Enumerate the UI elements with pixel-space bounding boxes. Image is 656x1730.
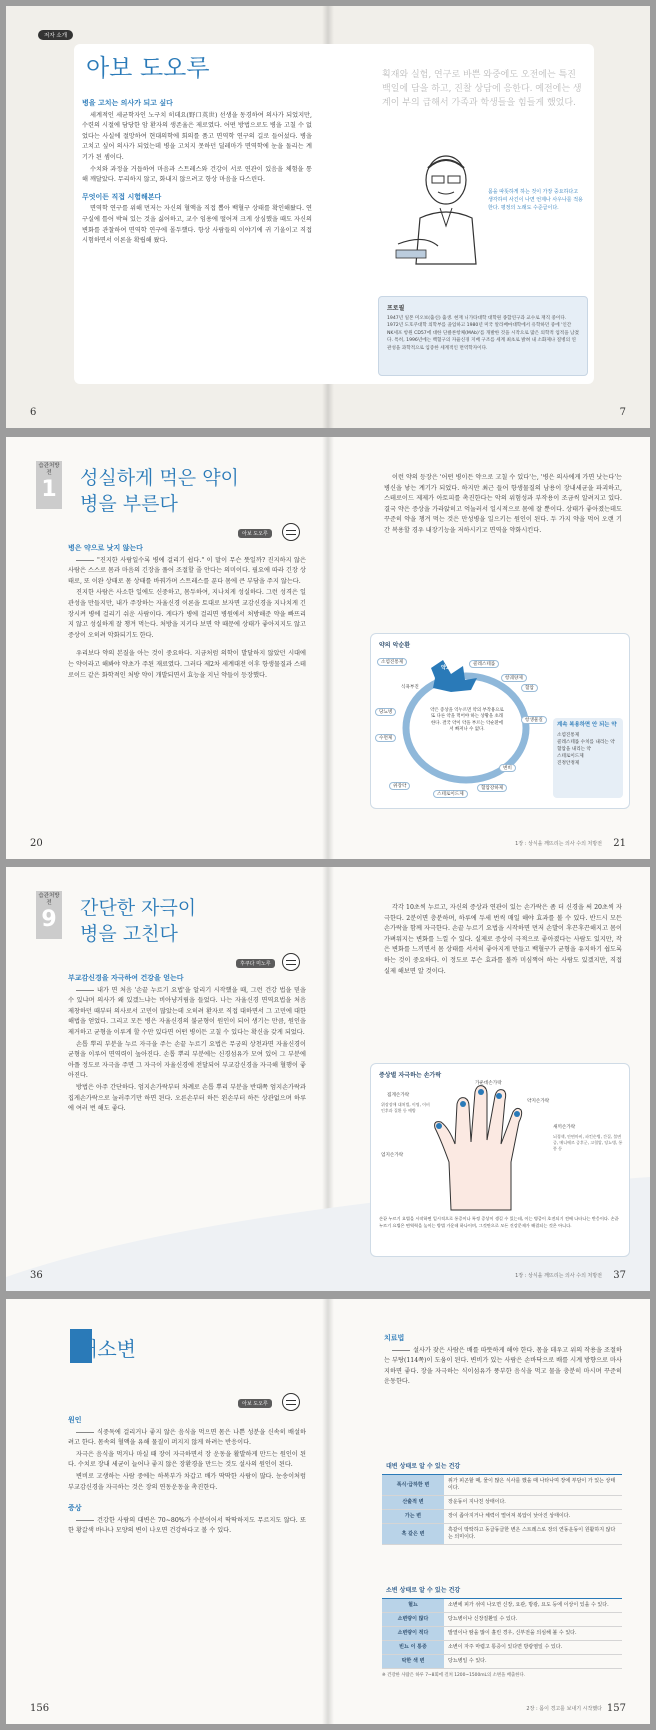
bowel-right-column (384, 1327, 622, 1389)
chapter-9-right-column (384, 903, 622, 978)
table-value: 소변이 자주 마렵고 통증이 있다면 방광염일 수 있다. (444, 1641, 622, 1655)
paragraph: 방법은 아주 간단하다. 엄지손가락부터 차례로 손톱 뿌리 부분을 반대쪽 엄지손가락과 집게손가락으로 눌러주기만 하면 된다. 오른손부터 하든 왼손부터 하든 상관없으며 하루에 여러 번 해도 좋다. (68, 1083, 306, 1113)
cycle-node: 당뇨병 (375, 708, 396, 716)
finger-label: 새끼손가락 (553, 1125, 576, 1130)
paragraph: 우리보다 약의 본질을 아는 것이 중요하다. 지금처럼 의학이 발달하지 않았던 시대에는 약이라고 해봐야 약초가 주된 재료였다. 그러다 제2차 세계대전 이후 항생물질과 스테로이드 같은 화학적인 처방 약이 개발되면서 효능을 지닌 약들이 등장했다. (68, 650, 306, 679)
table-row (382, 1524, 622, 1545)
paragraph: 각각 10초씩 누르고, 자신의 증상과 연관이 있는 손가락은 좀 더 신경을 써 20초씩 자극한다. 2분이면 충분하며, 하루에 두세 번씩 매일 해야 효과를 볼 수 있다. 반드시 모든 손가락을 함께 자극한다. 손끝 누르기 요법을 시작하면 먼저 손발이 후끈후끈해지고 몸이 가벼워지는 변화를 느낄 수 있다. 실제로 증상이 극적으로 좋아졌다는 사람도 있지만, 작은 변화를 느끼면서 몸 상태를 서서히 좋아지게 만들고 백혈구가 균형을 유지하기 쉽도록 하는 것이 중요하다. 이 정도로 무슨 효과를 볼까 미심쩍어 하는 사람도 있겠지만, 직접 실제 해보면 알 것이다. (384, 904, 622, 975)
table-value: 흑같이 딱딱하고 동글동글한 변은 스트레스로 장의 연동운동이 원활하지 않다는 의미이다. (444, 1524, 622, 1545)
table-row (382, 1496, 622, 1510)
page-number-left: 6 (30, 407, 37, 418)
spread-chapter-1 (6, 437, 650, 859)
table-title: 대변 상태로 알 수 있는 건강 (382, 1457, 622, 1475)
table-key: 빈뇨 이 통증 (382, 1641, 444, 1655)
spread-author-intro (6, 6, 650, 428)
illustration-caption: 몸을 따뜻하게 하는 것이 가장 중요하다고 생각하여 사긴이 나면 언제나 사우나를 적용한다. 평정의 노래도 수준급이다. (488, 189, 583, 211)
spread-chapter-9 (6, 867, 650, 1291)
cycle-node: 식욕부진 (401, 685, 419, 690)
side-box (553, 718, 623, 798)
chapter-title-line-1: 간단한 자극이 (80, 897, 197, 919)
paragraph: 진지한 사람은 사소한 일에도 신중하고, 몸두하여, 지나치게 성실하다. 그런 성격은 일관성을 만들지만, 내가 주장하는 자율신경 이론을 토대로 보자면 교감신경을 지나치게 긴장시켜 병에 걸리기 쉬운 사람이다. 게다가 병에 걸리면 병원에서 처방해준 약을 빠뜨리지 않고 성실하게 잘 챙겨 먹는다. 처방을 지키다 보면 약 때문에 상태가 좋아지지도 않고 증상이 오히려 악화되기도 한다. (68, 589, 306, 639)
cycle-node: 혈압강하제 (477, 784, 507, 792)
chapter-title-line-1: 성실하게 먹은 약이 (80, 467, 239, 489)
table-row (382, 1599, 622, 1613)
finger-note-right: 뇌경색, 안면마비, 파킨슨병, 간질, 불면증, 메니에르 증후군, 고혈압, 당뇨병, 통풍 등 (553, 1134, 623, 1151)
page-number-right: 21 (613, 838, 626, 849)
cycle-node: 위장약 (389, 782, 410, 790)
table-row (382, 1613, 622, 1627)
profile-text: 1947년 일본 미오보(출신) 출생. 현재 니가타대학 대학원 종합연구과 교수로 재직 중이다. 1972년 도호쿠대학 의학부를 졸업하고 1980년 미국 알라배마대학에서 유학하던 중에 '인간 NK세포 항원 CD57에 대한 단클론항체(MAb)'를 개발한 것을 시작으로 많은 의학적 업적을 남겼다. 특히, 1996년에는 백혈구의 자율신경 지배 구조를 세계 최초로 밝혀 내 소화제나 질병의 연관성을 과학적으로 입증한 세계적인 면역학자이다. (387, 316, 579, 351)
table-key: 소변량이 많다 (382, 1613, 444, 1627)
profile-box (378, 296, 588, 376)
pull-quote: 획재와 실험, 연구로 바쁜 와중에도 오전에는 특진 백일에 담을 하고, 진찰 상담에 응한다. 예전에는 생계이 부의 급해서 가족과 학생들을 힘들게 했었다. (382, 70, 582, 108)
cycle-node: 소염진통제 (377, 658, 407, 666)
paragraph: 수치와 과정을 거듭하여 마음과 스트레스와 건강이 서로 연관이 있음을 체험을 통해 깨달았다. 무리하지 않고, 화내지 않으려고 항상 마음을 다스린다. (82, 165, 312, 184)
chapter-9-left-column (68, 967, 306, 1116)
chapter-number: 1 (41, 477, 57, 502)
finger-label: 집게손가락 (387, 1093, 410, 1098)
table-value: 소변에 피가 섞여 나오면 신장, 요관, 방광, 요도 등에 이상이 있을 수 있다. (444, 1599, 622, 1613)
table-value: 발열이나 땀을 많이 흘린 경우, 신부전을 의심해 볼 수 있다. (444, 1627, 622, 1641)
author-illustration (394, 146, 494, 266)
diagram-title: 약의 악순환 (379, 642, 411, 649)
cycle-node: 혈압 (521, 684, 538, 692)
chapter-badge (36, 461, 62, 509)
table-value: 장이 좁아지거나 체력이 떨어져 복압이 낮아진 상태이다. (444, 1510, 622, 1524)
page-number-right: 37 (613, 1270, 626, 1281)
subheading-treatment: 치료법 (384, 1334, 405, 1342)
subheading-1: 병을 고치는 의사가 되고 싶다 (82, 99, 173, 107)
cycle-node: 콜레스테롤 (469, 660, 499, 668)
subheading-2: 무엇이든 직접 시험해본다 (82, 192, 162, 201)
paragraph: 손톱 뿌리 부분을 누르 자극을 주는 손끝 누르기 요법은 무궁의 상천과면 자율신경이 균형을 이루어 면역력이 높아진다. 손톱 뿌리 부분에는 신경섬유가 모여 있어 그 부분에 아플 정도로 자극을 주면 그 자극이 자율신경에 전달되어 부교감신경을 자극해 혈행이 좋아진다. (68, 1040, 306, 1080)
paragraph: "진지한 사람일수록 병에 걸리기 쉽다." 이 말이 무슨 뜻일까? 진지하지 않은 사람은 스스로 몸과 마음의 긴장을 풀어 조절할 줄 안다는 의미이다. 필요에 따라 긴장 상태로, 또 이완 상태로 몸 상태를 바꿔가며 스트레스를 푼다 몸에 큰 부담을 주지 않는다. (68, 556, 306, 585)
chapter-number: 9 (41, 907, 57, 932)
profile-label: 프로필 (387, 305, 405, 312)
paragraph: 면역학 연구를 위해 먼저는 자신의 혈액을 직접 뽑아 백혈구 상태를 확인해왔다. 연구실에 틀어 박혀 있는 것을 싫어하고, 교수 임용에 떨어져 크게 상심했을 때도 자신의 변화를 관찰하여 면역학 연구에 몰두했다. 항상 사람들의 이야기에 귀 기울이고 직접 시험하면서 이론을 확립해 왔다. (82, 205, 312, 245)
table-key: 혈뇨 (382, 1599, 444, 1613)
cycle-node: 스테로이드제 (433, 790, 468, 798)
side-item: 콜레스테롤 수치를 내리는 약 (557, 740, 615, 745)
subheading-symptom: 증상 (68, 1504, 82, 1513)
table-key: 산출적 변 (382, 1496, 444, 1510)
cycle-node: 항궤양제 (501, 674, 527, 682)
paragraph: 내가 면 처음 '손끝 누르기 요법'을 알리기 시작했을 때, 그런 건강 법을 믿을 수 있냐며 의사가 왜 있겠느냐는 비아냥거림을 들었다. 나는 자율신경 면역요법을 처음 제창하던 때부터 의사로서 고민이 많았는데 오히려 환자로 직접 대하면서 그 고민에 대한 해법을 얻었다. 그리고 모든 병은 자율신경의 불균형이 원인이 되어 생기는 만큼, 원인을 제거하고 균형을 이루게 할 수만 있다면 어떤 병이든 고칠 수 있다는 확신을 갖게 되었다. (68, 986, 306, 1036)
paragraph: 설사가 잦은 사람은 배를 따뜻하게 해야 한다. 몸을 데우고 위의 작용을 조절하는 부탕(114쪽)이 도움이 된다. 변비가 있는 사람은 손바닥으로 배를 시계 방향으로 마사지하면 좋다. 장을 자극하는 식이섬유가 풍부한 음식을 먹고 물을 충분히 마시며 꾸준히 운동한다. (384, 1346, 622, 1386)
table-note: ※ 건강한 사람은 하루 7~8회에 걸쳐 1200~1500mL의 소변을 배출한다. (382, 1673, 526, 1678)
author-title: 아보 도오루 (86, 54, 210, 82)
chapter-badge (36, 891, 62, 939)
chapter-label: 습관처방전 (38, 893, 60, 906)
table-value: 당뇨병이나 신장질환일 수 있다. (444, 1613, 622, 1627)
side-item: 소염진통제 (557, 733, 580, 738)
spread-bowel-urine (6, 1299, 650, 1724)
page-number-left: 156 (30, 1703, 50, 1714)
diagram-title: 증상별 자극하는 손가락 (379, 1072, 442, 1079)
chapter-1-left-column (68, 537, 306, 682)
subheading-cause: 원인 (68, 1416, 82, 1424)
author-name-tag: 아보 도오루 (238, 1399, 272, 1408)
side-box-title: 계속 복용하면 안 되는 약 (557, 722, 617, 728)
paragraph: 이런 약의 등장은 '어떤 병이든 약으로 고칠 수 있다'는, '병은 의사에게 가면 낫는다'는 병신을 낳는 계기가 되었다. 하지만 최근 들어 항생물질의 남용이 장내세균을 파괴하고, 스테로이드 제제가 아토피를 촉진한다는 악의 위험성과 부작용이 조금씩 알려지고 있다. 결국 약은 증상을 가라앉히고 억눌러서 일시적으로 몸에 잘 뿐이다. 상태가 좋아졌는데도 꾸준히 약을 챙겨 먹는 것은 만성병을 일으키는 원인이 된다. 두 가지 약을 먹어 오랜 기간 복용할 경우 내장기능을 저하시키고 면역을 약화시킨다. (384, 474, 622, 534)
subheading: 병은 약으로 낫지 않는다 (68, 544, 143, 552)
stool-health-table (382, 1457, 622, 1545)
paragraph: 건강한 사람의 대변은 70~80%가 수분이어서 딱딱하지도 무르지도 않다. 또한 황갈색 바나나 모양의 변이 나오면 건강하다고 볼 수 있다. (68, 1516, 306, 1535)
vicious-cycle-diagram (370, 633, 630, 809)
side-item: 혈압을 내리는 약 (557, 747, 591, 752)
table-value: 위가 피곤할 때, 물이 많은 식사를 했을 때 나타나며 장에 부담이 가 있는 상태이다. (444, 1475, 622, 1496)
table-key: 흑 같은 변 (382, 1524, 444, 1545)
diagram-center-text: 약은 증상을 억누르면 약의 부작용으로 또 다른 약을 먹어야 하는 상황을 초래한다. 결국 약이 약을 부르는 악순환에서 빠져나 수 없다. (430, 708, 504, 733)
table-title: 소변 상태로 알 수 있는 건강 (382, 1581, 622, 1599)
table-row (382, 1655, 622, 1669)
section-tag: 저자 소개 (38, 30, 73, 40)
chapter-title-line-2: 병을 고친다 (80, 923, 178, 945)
author-text-column (82, 92, 312, 248)
paragraph: 자극은 음식을 먹거나 마실 때 장이 자극하면서 장 운동을 활발하게 만드는 원인이 된다. 수치로 장내 세균이 늘어나 좋지 않은 장환경을 만드는 것도 설사의 원인이 된다. (68, 1450, 306, 1469)
page-number-right: 7 (619, 407, 626, 418)
cycle-node: 변비 (499, 764, 516, 772)
paragraph: 식중독에 걸리거나 좋지 않은 음식을 먹으면 몸은 나쁜 성분을 신속히 배설하려고 한다. 몸속의 혈액을 유해 물질이 퍼지지 않게 하려는 반응이다. (68, 1428, 306, 1447)
cycle-node: 항생물질 (521, 716, 547, 724)
running-footer: 1장 : 상식을 깨뜨리는 의사 수의 처방전 (515, 1273, 602, 1279)
table-row (382, 1510, 622, 1524)
table-row (382, 1627, 622, 1641)
table-key: 가는 변 (382, 1510, 444, 1524)
table-row (382, 1641, 622, 1655)
table-row (382, 1475, 622, 1496)
chapter-1-right-column (384, 473, 622, 538)
table-value: 장운동이 지나친 상태이다. (444, 1496, 622, 1510)
table-key: 폭식·급하한 변 (382, 1475, 444, 1496)
section-title: 대소변 (78, 1337, 136, 1361)
table-key: 소변량이 적다 (382, 1627, 444, 1641)
finger-label: 가운데손가락 (475, 1081, 502, 1086)
page-number-left: 20 (30, 838, 43, 849)
paragraph: 세계적인 세균학자인 노구치 히데요(野口英世) 선생을 동경하여 의사가 되었지만, 수련의 시절에 담당한 암 환자의 생존율은 제로였다. 어떤 방법으로도 병을 고칠 수 없었다는 사실에 절망하여 현대의학에 회의를 품고 면역학 연구의 길로 들어섰다. 병을 고치고 싶어 의사가 되었는데 병을 고치지 못하던 딜레마가 면역학에 눈을 돌리는 계기가 된 셈이다. (82, 111, 312, 161)
side-item: 스테로이드제 (557, 754, 584, 759)
table-key: 탁한 색 변 (382, 1655, 444, 1669)
paragraph: 변비로 고생하는 사람 중에는 하복부가 차갑고 배가 딱딱한 사람이 많다. 눈송이처럼 부교감신경을 자극하는 것은 장의 연동운동을 촉진한다. (68, 1472, 306, 1491)
urine-health-table (382, 1581, 622, 1678)
bowel-left-column (68, 1409, 306, 1538)
finger-label: 약지손가락 (527, 1099, 550, 1104)
chapter-label: 습관처방전 (38, 463, 60, 476)
subheading: 부교감신경을 자극하여 건강을 얻는다 (68, 974, 184, 982)
cycle-node: 약효 (441, 665, 451, 671)
side-item: 진정안정제 (557, 761, 580, 766)
finger-note-left: 위장장애 대처법, 이명, 이비인후과 질환 등 예방 (381, 1102, 430, 1113)
author-name-tag: 후쿠다 미노루 (236, 959, 275, 968)
chapter-title-line-2: 병을 부른다 (80, 493, 178, 515)
running-footer: 1장 : 상식을 깨뜨리는 의사 수의 처방전 (515, 841, 602, 847)
cycle-node: 수면제 (375, 734, 396, 742)
page-number-left: 36 (30, 1270, 43, 1281)
diagram-caption: 손끝 누르기 요법을 시작하면 일시적으로 통증이나 특정 증상이 생길 수 있는데, 이는 병증이 호전되기 전에 나타나는 반응이다. 손끝 누르기 요법은 면역력을 높이는 방법 가운데 하나이며, 그것만으로 모든 건강문제가 해결되는 것은 아니다. (379, 1216, 619, 1228)
table-value: 당뇨병일 수 있다. (444, 1655, 622, 1669)
finger-label: 엄지손가락 (381, 1153, 404, 1158)
finger-diagram (370, 1063, 630, 1257)
author-name-tag: 아보 도오루 (238, 529, 272, 538)
running-footer: 2장 : 몸이 경고를 보내기 시작했다 (526, 1706, 602, 1712)
page-number-right: 157 (606, 1703, 626, 1714)
